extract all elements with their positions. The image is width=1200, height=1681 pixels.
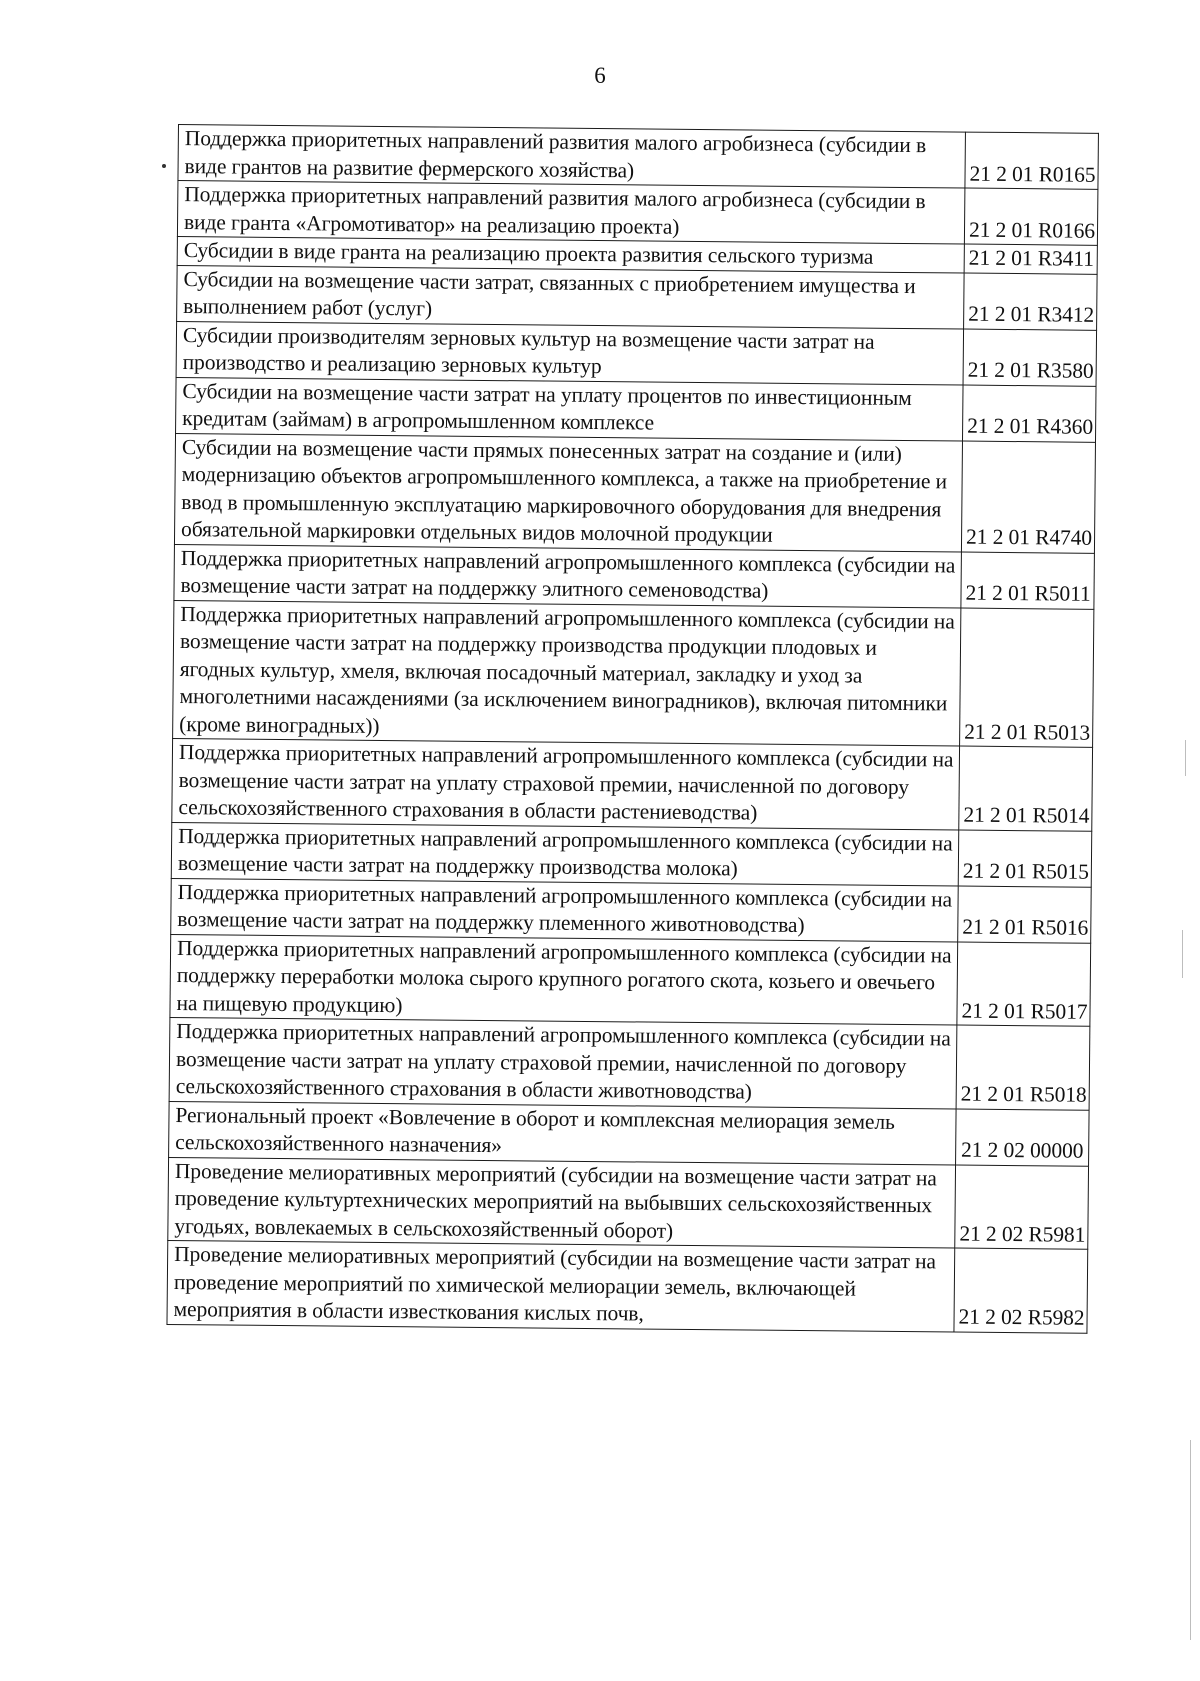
row-name: Субсидии на возмещение части затрат, связанных с приобретением имущества и выполнением работ (услуг)	[177, 265, 965, 329]
row-name: Поддержка приоритетных направлений агропромышленного комплекса (субсидии на поддержку переработки молока сырого крупного рогатого скота, козьего и овечьего на пищевую продукцию)	[170, 934, 958, 1025]
row-name: Проведение мелиоративных мероприятий (субсидии на возмещение части затрат на проведение культуртехнических мероприятий на выбывших сельскохозяйственных угодьях, вовлекаемых в сельскохозяйственный оборот)	[168, 1157, 956, 1248]
table-row	[176, 321, 1096, 386]
row-code: 21 2 01 R3411	[964, 244, 1097, 274]
row-name: Проведение мелиоративных мероприятий (субсидии на возмещение части затрат на проведение мероприятий по химической мелиорации земель, включающей мероприятия в области известкования кислых почв,	[167, 1240, 955, 1331]
scan-speck	[162, 164, 166, 168]
row-name: Региональный проект «Вовлечение в оборот и комплексная мелиорация земель сельскохозяйственного назначения»	[169, 1101, 957, 1165]
row-name: Субсидии производителям зерновых культур на возмещение части затрат на производство и реализацию зерновых культур	[176, 321, 964, 385]
row-name: Субсидии на возмещение части прямых понесенных затрат на создание и (или) модернизацию объектов агропромышленного комплекса, а также на приобретение и ввод в промышленную эксплуатацию маркировочного оборудования для внедрения обязательной маркировки отдельных видов молочной продукции	[174, 433, 962, 552]
row-code: 21 2 01 R5013	[960, 608, 1094, 748]
table-row	[167, 1240, 1088, 1332]
row-name: Поддержка приоритетных направлений развития малого агробизнеса (субсидии в виде грантов на развитие фермерского хозяйства)	[178, 125, 966, 189]
row-code: 21 2 01 R5011	[961, 552, 1095, 609]
table-row	[172, 738, 1093, 830]
row-name: Поддержка приоритетных направлений агропромышленного комплекса (субсидии на возмещение части затрат на уплату страховой премии, начисленной по договору сельскохозяйственного страхования в области растениеводства)	[172, 738, 960, 829]
row-name: Поддержка приоритетных направлений агропромышленного комплекса (субсидии на возмещение части затрат на поддержку производства продукции плодовых и ягодных культур, хмеля, включая посадочный материал, закладку и уход за многолетними насаждениями (за исключением виноградников), включая питомники (кроме виноградных))	[173, 600, 961, 746]
table-row	[173, 600, 1094, 747]
table-row	[171, 878, 1091, 943]
row-code: 21 2 01 R5016	[958, 886, 1092, 943]
budget-classification-table	[166, 124, 1098, 1333]
scan-edge-mark	[1185, 740, 1186, 776]
page-number: 6	[594, 63, 606, 88]
row-name: Поддержка приоритетных направлений агропромышленного комплекса (субсидии на возмещение части затрат на уплату страховой премии, начисленной по договору сельскохозяйственного страхования в области животноводства)	[169, 1017, 957, 1108]
row-name: Поддержка приоритетных направлений агропромышленного комплекса (субсидии на возмещение части затрат на поддержку производства молока)	[171, 822, 959, 886]
row-code: 21 2 02 R5982	[954, 1248, 1088, 1333]
table-row	[169, 1017, 1090, 1109]
row-code: 21 2 01 R5018	[956, 1025, 1090, 1110]
table-row	[176, 377, 1096, 442]
table-row	[177, 265, 1097, 330]
row-code: 21 2 01 R5014	[959, 746, 1093, 831]
table-row	[174, 544, 1094, 609]
row-code: 21 2 01 R3412	[964, 273, 1098, 330]
table-row	[178, 125, 1098, 190]
row-code: 21 2 02 00000	[956, 1109, 1090, 1166]
row-code: 21 2 01 R4740	[961, 441, 1095, 553]
row-code: 21 2 01 R5017	[957, 942, 1091, 1027]
row-name: Субсидии на возмещение части затрат на уплату процентов по инвестиционным кредитам (займам) в агропромышленном комплексе	[176, 377, 964, 441]
table-row	[169, 1101, 1089, 1166]
row-name: Субсидии в виде гранта на реализацию проекта развития сельского туризма	[177, 236, 964, 272]
table-row	[174, 433, 1095, 553]
table-row	[168, 1157, 1089, 1249]
row-name: Поддержка приоритетных направлений развития малого агробизнеса (субсидии в виде гранта «Агромотиватор» на реализацию проекта)	[177, 181, 965, 245]
table-row	[177, 181, 1097, 246]
row-name: Поддержка приоритетных направлений агропромышленного комплекса (субсидии на возмещение части затрат на поддержку элитного семеноводства)	[174, 544, 962, 608]
row-code: 21 2 01 R5015	[958, 830, 1092, 887]
row-code: 21 2 01 R3580	[963, 329, 1097, 386]
row-code: 21 2 01 R0166	[964, 188, 1098, 245]
scan-edge-mark	[1182, 930, 1183, 978]
row-code: 21 2 01 R4360	[962, 385, 1096, 442]
scan-edge-mark	[1190, 1440, 1191, 1640]
table-row	[170, 934, 1091, 1026]
table-row	[171, 822, 1091, 887]
row-code: 21 2 01 R0165	[965, 132, 1099, 189]
row-name: Поддержка приоритетных направлений агропромышленного комплекса (субсидии на возмещение части затрат на поддержку племенного животноводства)	[171, 878, 959, 942]
row-code: 21 2 02 R5981	[955, 1165, 1089, 1250]
